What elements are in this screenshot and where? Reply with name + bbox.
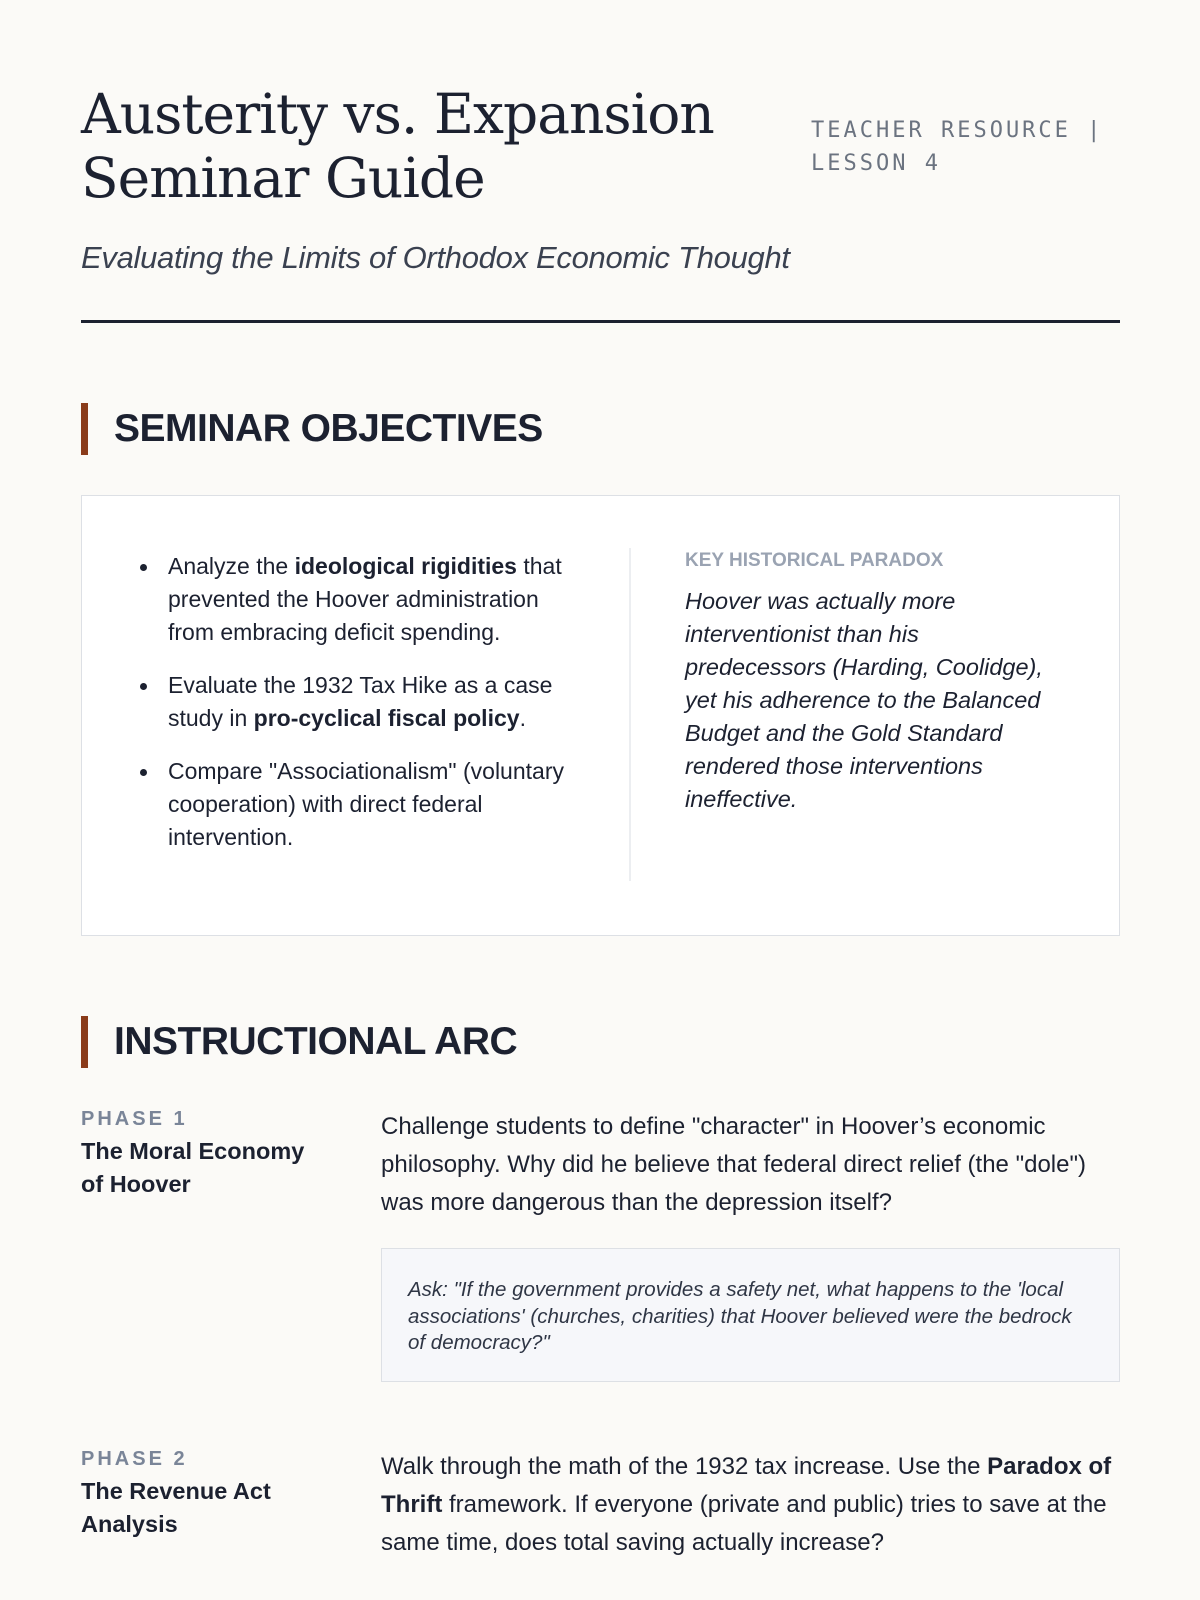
objective-bold: ideological rigidities [294, 553, 517, 579]
objectives-heading [81, 403, 1119, 455]
phase-text-part: framework. If everyone (private and public) tries to save at the same time, does total saving actually increase? [381, 1491, 1107, 1556]
phase-text-part: Walk through the math of the 1932 tax increase. Use the [381, 1453, 988, 1480]
phase-text: Challenge students to define "character" in Hoover’s economic philosophy. Why did he believe that federal direct relief (the "dole") was more dangerous than the depression itself? [381, 1113, 1086, 1216]
phase-text [381, 1448, 1120, 1562]
phase-body [381, 1448, 1120, 1562]
objectives-card [81, 495, 1120, 936]
objective-text: . [519, 705, 526, 731]
objectives-heading-text: SEMINAR OBJECTIVES [114, 407, 543, 450]
objective-item [134, 550, 574, 649]
phase-title: The Moral Economy of Hoover [81, 1138, 305, 1197]
resource-tagline: TEACHER RESOURCE | LESSON 4 [811, 118, 1104, 176]
document-title [81, 82, 781, 210]
title-line-2: Seminar Guide [81, 146, 485, 210]
card-divider [629, 548, 631, 881]
title-line-1: Austerity vs. Expansion [81, 82, 714, 146]
arc-heading-text: INSTRUCTIONAL ARC [114, 1020, 518, 1063]
phase-label: PHASE 2 [81, 1448, 188, 1470]
document-header [81, 0, 1119, 323]
document-subtitle: Evaluating the Limits of Orthodox Economic Thought [81, 240, 790, 275]
phase-label: PHASE 1 [81, 1108, 188, 1130]
objective-text: that prevented the Hoover administration from embracing deficit spending. [168, 553, 562, 645]
phase-body [381, 1108, 1120, 1382]
objective-item [134, 669, 574, 735]
phase-title: The Revenue Act Analysis [81, 1478, 271, 1537]
phase-1 [81, 1108, 1120, 1382]
phase-meta [81, 1448, 331, 1541]
phase-meta [81, 1108, 331, 1201]
paradox-callout [685, 550, 1065, 816]
arc-heading [81, 1016, 1119, 1068]
objective-text: Analyze the [168, 553, 295, 579]
paradox-label: KEY HISTORICAL PARADOX [685, 550, 944, 571]
arc-section [81, 1016, 1119, 1562]
paradox-text: Hoover was actually more interventionist than his predecessors (Harding, Coolidge), yet his adherence to the Balanced Budget and the Gold Standard rendered those interventions ineffective. [685, 588, 1043, 812]
objectives-list [134, 550, 574, 874]
objectives-section [81, 403, 1119, 936]
discussion-prompt: Ask: "If the government provides a safety net, what happens to the 'local associations' (churches, charities) that Hoover believed were the bedrock of democracy?" [381, 1248, 1120, 1382]
objective-bold: pro-cyclical fiscal policy [253, 705, 520, 731]
header-divider [81, 320, 1120, 323]
objective-item [134, 755, 574, 854]
objective-text: Evaluate the 1932 Tax Hike as a case study in [168, 672, 553, 731]
phase-2 [81, 1448, 1120, 1562]
objective-text: Compare "Associationalism" (voluntary cooperation) with direct federal intervention. [168, 758, 564, 850]
phase-text-bold: Paradox of Thrift [381, 1453, 1112, 1518]
